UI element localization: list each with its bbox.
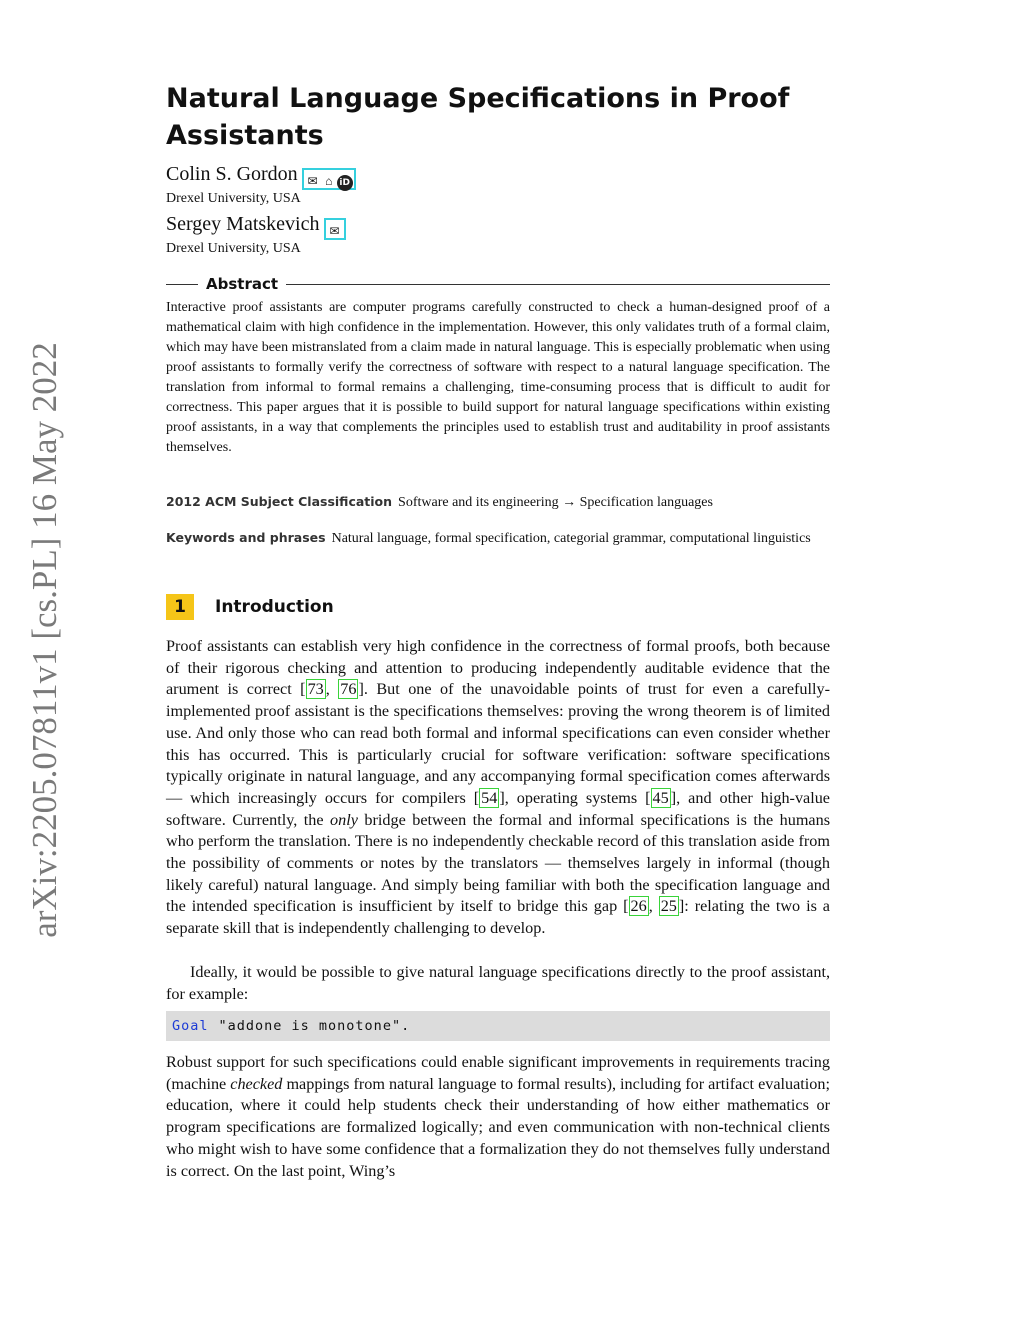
- text-run: mappings from natural language to formal results), including for artifact evaluation; education, where it could help students check their understanding of how either mathematics or program specifications are formalized logically; and even communication with non-technical clients who might wish to have some confidence that a formalization they do not themselves fully understand is correct. On the last point, Wing’s: [166, 1074, 830, 1180]
- text-run: ], operating systems [: [499, 788, 651, 807]
- text-run: bridge between the formal and informal specifications is the humans who perform the translation. There is no independently checkable record of this translation aside from the possibility of comments or notes by the translators — themselves largely in informal (though likely careful) natural language. And simply being familiar with both the specification language and the intended specification is insufficient by itself to bridge this gap [: [166, 810, 831, 916]
- code-keyword: Goal: [172, 1018, 209, 1034]
- author-name: Sergey Matskevich: [166, 213, 320, 235]
- paragraph-1: [166, 636, 830, 940]
- abstract-text: Interactive proof assistants are computer programs carefully constructed to check a human-designed proof of a mathematical claim with high confidence in the implementation. However, this only validates truth of a formal claim, which may have been mistranslated from a claim made in natural language. This is especially problematic when using proof assistants to formally verify the correctness of software with respect to a natural language specification. The translation from informal to formal remains a challenging, time-consuming process that is difficult to audit for correctness. This paper argues that it is possible to build support for natural language specifications within existing proof assistants, in a way that complements the principles used to establish trust and auditability in proof assistants themselves.: [166, 300, 830, 455]
- emphasis: only: [330, 810, 358, 829]
- emphasis: checked: [230, 1074, 283, 1093]
- rule-right: [286, 284, 830, 285]
- code-block: [166, 1011, 830, 1041]
- classification-value: Software and its engineering → Specification languages: [398, 495, 713, 510]
- author-block-2: [166, 212, 346, 258]
- home-icon[interactable]: ⌂: [325, 174, 333, 188]
- text-run: ]. But one of the unavoidable points of trust for even a carefully-implemented proof assistant is the specifications themselves: proving the wrong theorem is of limited use. And only those who can read both formal and informal specifications can even consider whether this has occurred. This is particularly crucial for software verification: software specifications typically originate in natural language, and any accompanying formal specification comes afterwards — which increasingly occurs for compilers [: [166, 680, 830, 807]
- author-affiliation: Drexel University, USA: [166, 241, 301, 256]
- arxiv-identifier: arXiv:2205.07811v1 [cs.PL] 16 May 2022: [25, 342, 64, 938]
- citation-link[interactable]: 25: [660, 897, 677, 916]
- keywords: [166, 527, 830, 550]
- acm-classification: [166, 491, 830, 514]
- text-run: ,: [325, 680, 339, 699]
- author-affiliation: Drexel University, USA: [166, 191, 301, 206]
- text-run: Proof assistants can establish very high confidence in the correctness of formal proofs, both because of their rigorous checking and attention to producing independently auditable evidence that the arument is correct [: [166, 637, 830, 699]
- code-string: "addone is monotone".: [218, 1018, 411, 1034]
- section-title: Introduction: [215, 597, 334, 617]
- citation-link[interactable]: 45: [652, 788, 669, 807]
- abstract-heading: Abstract: [206, 275, 279, 293]
- orcid-icon[interactable]: iD: [337, 175, 353, 191]
- email-icon[interactable]: ✉: [329, 224, 340, 238]
- text-run: ]: relating the two is a separate skill that is independently challenging to develop.: [166, 897, 830, 938]
- text-run: Robust support for such specifications could enable significant improvements in requirements tracing (machine: [166, 1053, 830, 1093]
- text-run: ,: [648, 897, 659, 916]
- author-links: [302, 168, 356, 190]
- rule-left: [166, 284, 198, 285]
- citation-link[interactable]: 26: [630, 897, 647, 916]
- text-run: ], and other high-value software. Currently, the: [166, 788, 830, 829]
- arxiv-sidebar: [20, 340, 70, 940]
- section-number: 1: [166, 594, 194, 620]
- email-icon[interactable]: ✉: [307, 174, 318, 188]
- paragraph-3: [166, 1052, 830, 1182]
- citation-link[interactable]: 73: [307, 680, 324, 699]
- author-block-1: [166, 162, 356, 208]
- abstract-header: [166, 273, 830, 295]
- paragraph-2: Ideally, it would be possible to give natural language specifications directly to the proof assistant, for example:: [166, 963, 830, 1003]
- keywords-label: Keywords and phrases: [166, 530, 326, 545]
- author-links: [324, 218, 346, 240]
- classification-label: 2012 ACM Subject Classification: [166, 494, 393, 509]
- author-name: Colin S. Gordon: [166, 163, 298, 185]
- paper-title: Natural Language Specifications in Proof Assistants: [166, 83, 790, 151]
- keywords-value: Natural language, formal specification, categorial grammar, computational linguistics: [331, 531, 811, 546]
- citation-link[interactable]: 54: [481, 788, 498, 807]
- citation-link[interactable]: 76: [340, 680, 357, 699]
- section-heading: [166, 594, 334, 620]
